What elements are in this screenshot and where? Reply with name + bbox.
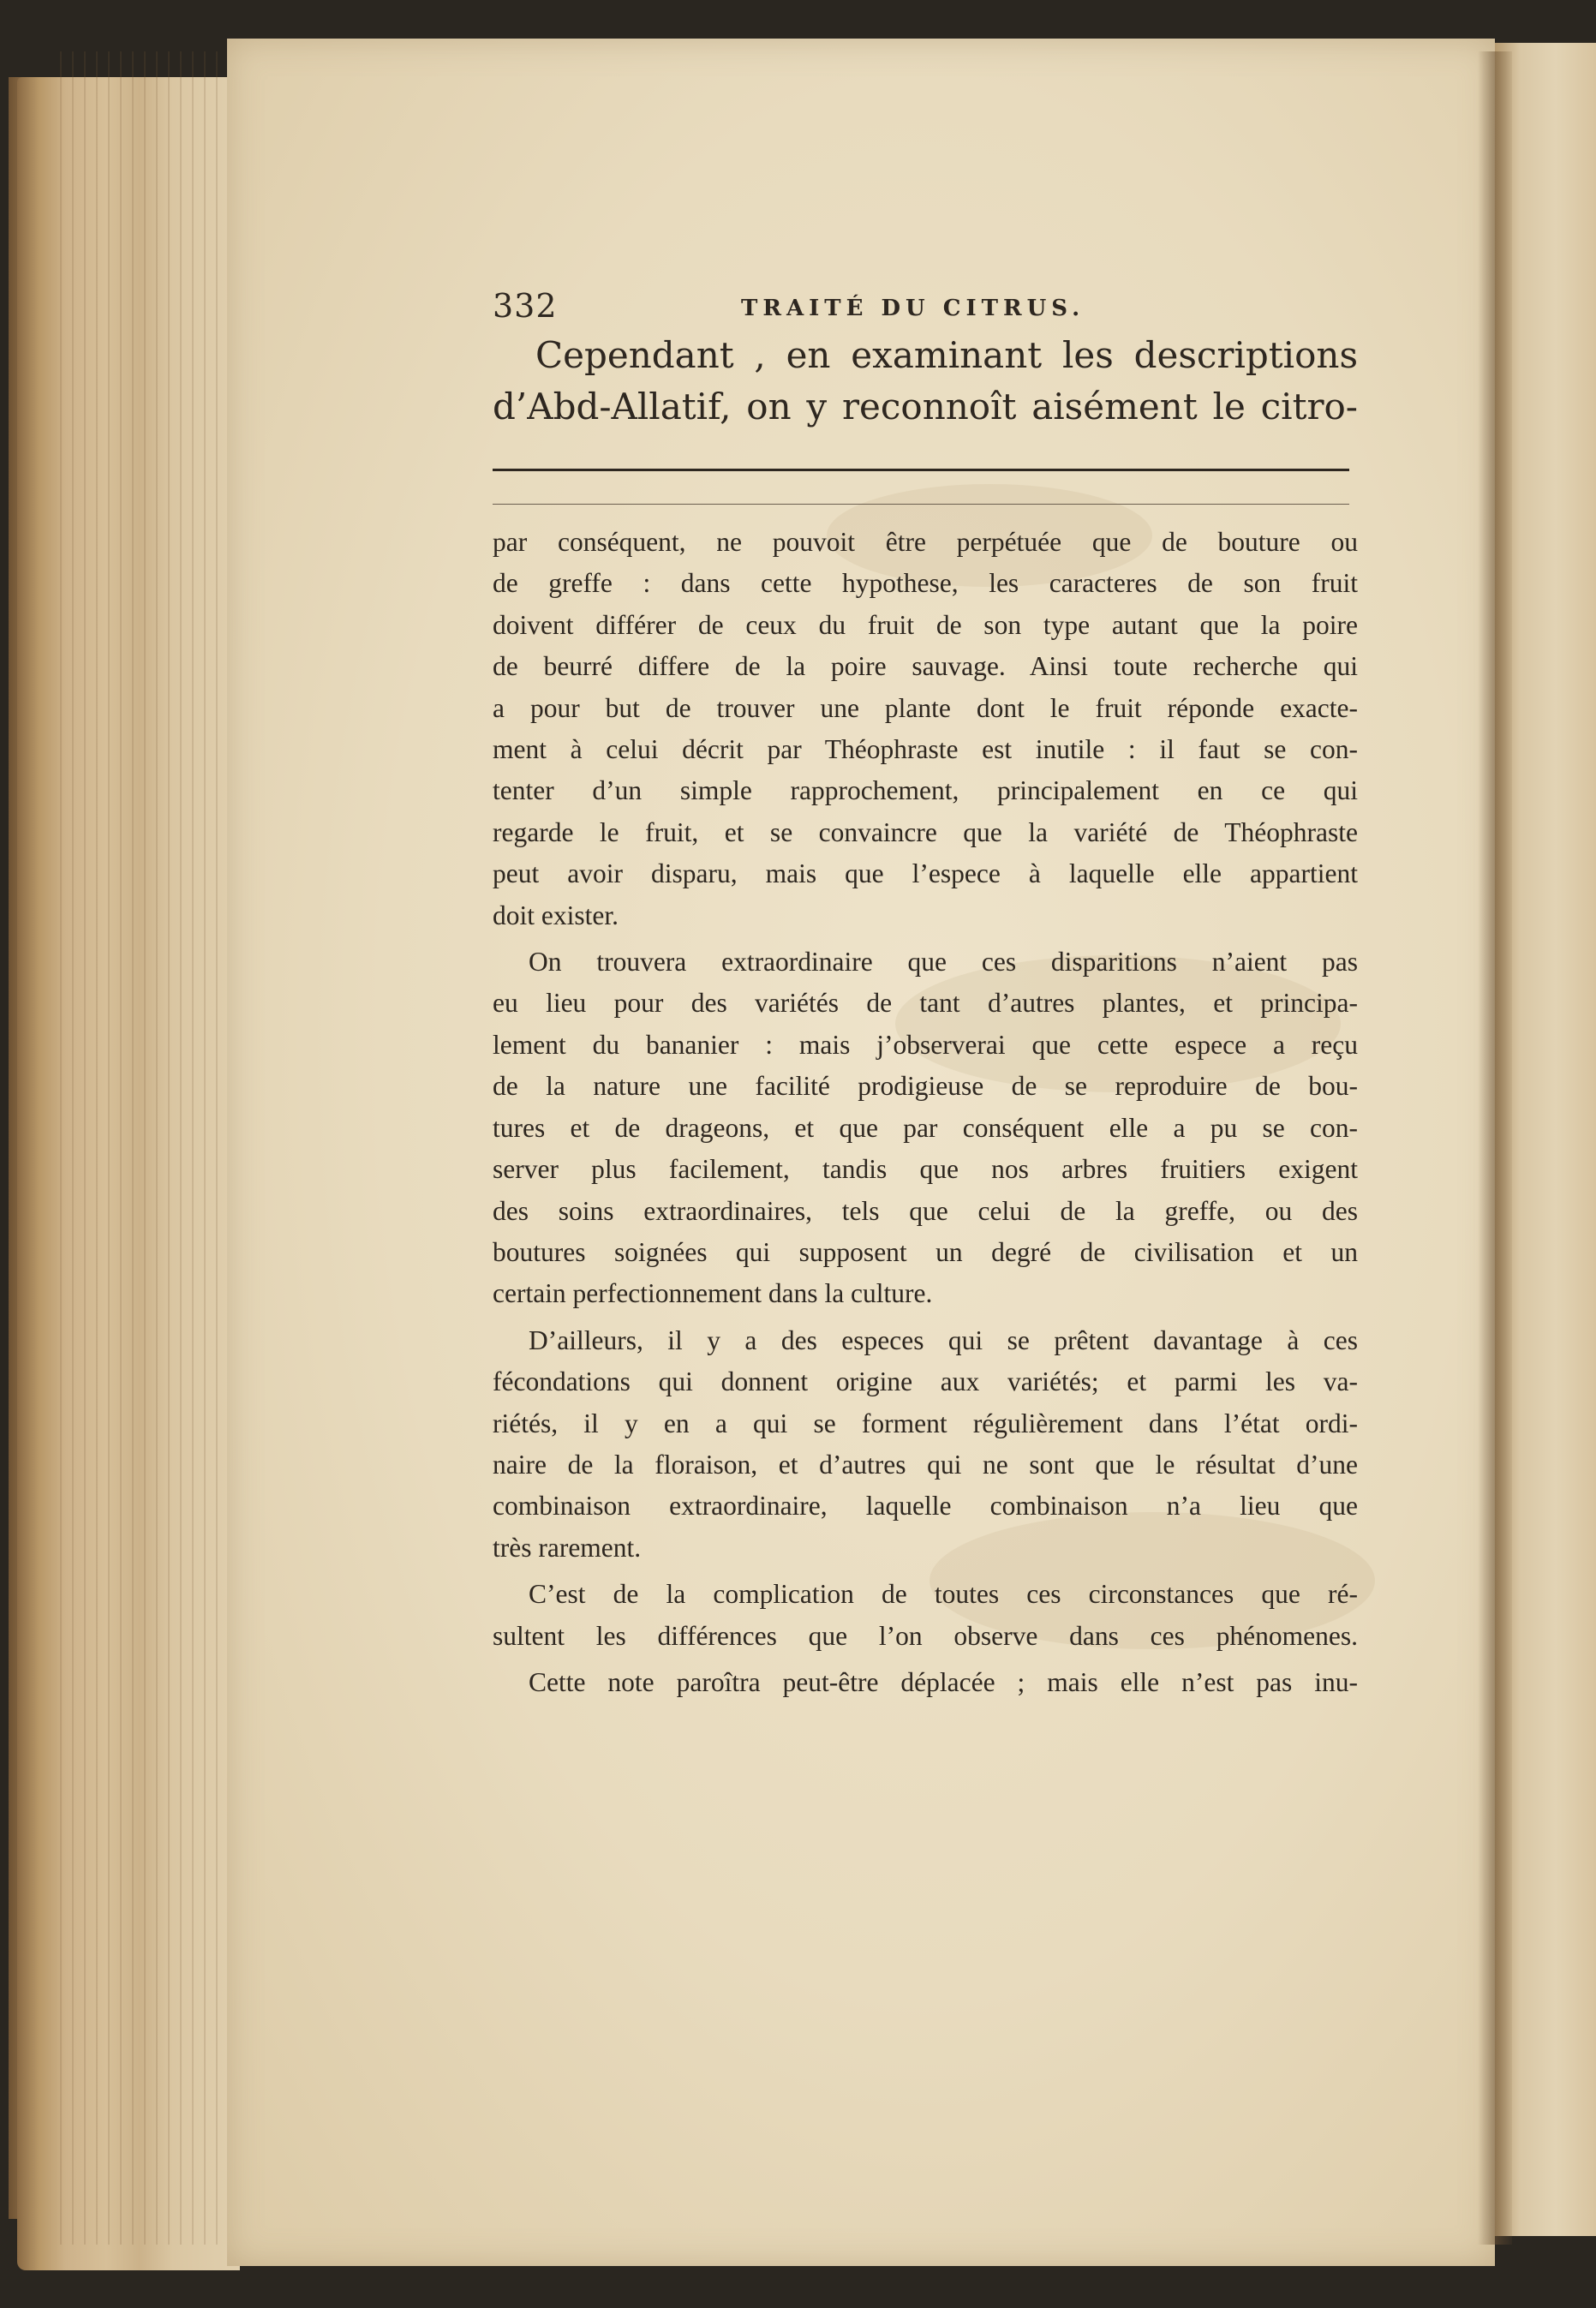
footnote-paragraph [493,1662,1358,1703]
footnote-rule-thick [493,469,1349,471]
main-text [493,330,1358,433]
footnote-line: par conséquent, ne pouvoit être perpétuée que de bouture ou [493,527,1358,557]
footnote-line: eu lieu pour des variétés de tant d’autres plantes, et principa- [493,988,1358,1019]
footnote-line: boutures soignées qui supposent un degré de civilisation et un [493,1236,1358,1267]
footnote-line: server plus facilement, tandis que nos arbres fruitiers exigent [493,1154,1358,1185]
footnote-line: a pour but de trouver une plante dont le fruit réponde exacte- [493,692,1358,723]
main-text-line: Cependant , en examinant les descriptions [535,334,1358,376]
footnote-line: peut avoir disparu, mais que l’espece à laquelle elle appartient [493,858,1358,889]
footnote-paragraph [493,1574,1358,1657]
footnote-line: tures et de drageons, et que par conséquent elle a pu se con- [493,1112,1358,1143]
footnote-line: D’ailleurs, il y a des especes qui se prêtent davantage à ces [529,1324,1358,1355]
main-text-line: d’Abd-Allatif, on y reconnoît aisément le citro- [493,386,1358,428]
footnote-line: de greffe : dans cette hypothese, les caracteres de son fruit [493,568,1358,599]
footnote-line: lement du bananier : mais j’observerai que cette espece a reçu [493,1029,1358,1060]
footnote-line: des soins extraordinaires, tels que celui de la greffe, ou des [493,1195,1358,1226]
footnote-line: de beurré differe de la poire sauvage. Ainsi toute recherche qui [493,651,1358,682]
page-text-block [493,287,1358,1708]
footnote-line: certain perfectionnement dans la culture. [493,1278,933,1309]
footnote-line: fécondations qui donnent origine aux variétés; et parmi les va- [493,1366,1358,1397]
footnote-line: doivent différer de ceux du fruit de son type autant que la poire [493,609,1358,640]
footnote-line: naire de la floraison, et d’autres qui ne sont que le résultat d’une [493,1449,1358,1480]
footnote-line: ment à celui décrit par Théophraste est inutile : il faut se con- [493,734,1358,765]
page-edges-lines [60,51,240,2245]
footnote-line: très rarement. [493,1532,642,1563]
footnote-line: riétés, il y en a qui se forment régulièrement dans l’état ordi- [493,1408,1358,1438]
footnote-line: doit exister. [493,900,619,930]
page-gutter-shadow [1478,51,1512,2245]
page-number: 332 [493,287,558,325]
footnote-line: combinaison extraordinaire, laquelle combinaison n’a lieu que [493,1491,1358,1522]
footnote-paragraph [493,942,1358,1315]
footnote [493,522,1358,1703]
running-head [493,287,1358,330]
footnote-line: On trouvera extraordinaire que ces disparitions n’aient pas [529,947,1358,978]
footnote-line: de la nature une facilité prodigieuse de se reproduire de bou- [493,1071,1358,1102]
footnote-rule-thin [493,504,1349,505]
footnote-line: tenter d’un simple rapprochement, principalement en ce qui [493,775,1358,806]
footnote-line: regarde le fruit, et se convaincre que la variété de Théophraste [493,816,1358,847]
running-title: TRAITÉ DU CITRUS. [741,296,1085,321]
footnote-line: C’est de la complication de toutes ces circonstances que ré- [529,1579,1358,1610]
footnote-paragraph [493,1320,1358,1569]
footnote-paragraph [493,522,1358,936]
footnote-line: sultent les différences que l’on observe dans ces phénomenes. [493,1620,1358,1651]
footnote-line: Cette note paroîtra peut-être déplacée ; mais elle n’est pas inu- [529,1666,1358,1697]
